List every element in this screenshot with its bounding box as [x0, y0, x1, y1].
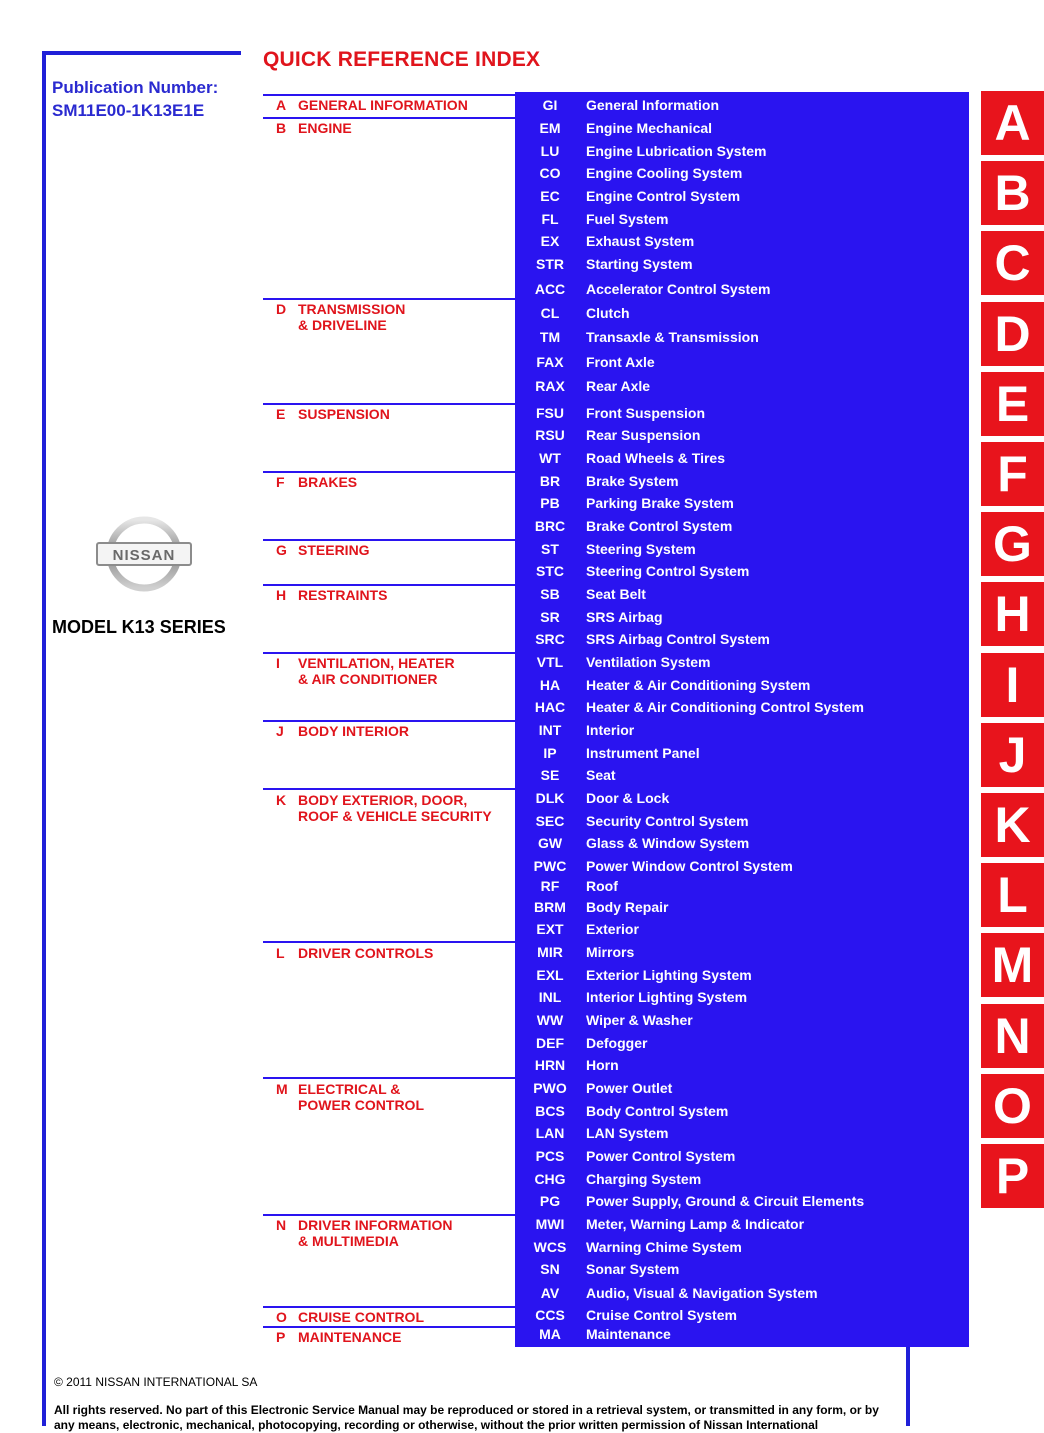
section-tab-c[interactable]: C	[981, 231, 1044, 295]
section-tab-l[interactable]: L	[981, 863, 1044, 927]
section-code[interactable]: B	[276, 120, 287, 136]
section-divider	[263, 788, 515, 790]
row-label[interactable]: Power Window Control System	[586, 858, 793, 874]
section-tab-g[interactable]: G	[981, 512, 1044, 576]
section-name[interactable]: SUSPENSION	[298, 406, 390, 422]
section-code[interactable]: F	[276, 474, 285, 490]
row-abbreviation[interactable]: PB	[540, 495, 560, 511]
row-label[interactable]: Body Control System	[586, 1103, 729, 1119]
nissan-logo	[95, 514, 193, 594]
row-abbreviation[interactable]: GW	[537, 835, 563, 851]
section-code[interactable]: L	[276, 945, 285, 961]
section-name[interactable]: ENGINE	[298, 120, 352, 136]
row-label[interactable]: Horn	[586, 1057, 619, 1073]
row-abbreviation[interactable]: EM	[539, 120, 561, 136]
row-abbreviation[interactable]: LAN	[535, 1125, 565, 1141]
section-name[interactable]: STEERING	[298, 542, 370, 558]
row-abbreviation[interactable]: TM	[539, 329, 561, 345]
row-abbreviation[interactable]: INL	[538, 989, 562, 1005]
row-abbreviation[interactable]: BR	[539, 473, 561, 489]
row-abbreviation[interactable]: INT	[538, 722, 562, 738]
row-label[interactable]: LAN System	[586, 1125, 669, 1141]
row-label[interactable]: Glass & Window System	[586, 835, 750, 851]
row-label[interactable]: Brake System	[586, 473, 679, 489]
section-divider	[263, 720, 515, 722]
section-divider	[263, 1214, 515, 1216]
row-abbreviation[interactable]: PWO	[533, 1080, 567, 1096]
row-label[interactable]: Meter, Warning Lamp & Indicator	[586, 1216, 805, 1232]
section-code[interactable]: N	[276, 1217, 287, 1233]
section-tab-p[interactable]: P	[981, 1144, 1044, 1208]
row-abbreviation[interactable]: DLK	[535, 790, 565, 806]
row-label[interactable]: Engine Mechanical	[586, 120, 713, 136]
section-divider	[263, 403, 515, 405]
section-name[interactable]: ELECTRICAL & POWER CONTROL	[298, 1081, 424, 1113]
section-divider	[263, 652, 515, 654]
row-label[interactable]: Interior	[586, 722, 635, 738]
row-label[interactable]: Engine Control System	[586, 188, 741, 204]
row-label[interactable]: Steering System	[586, 541, 696, 557]
row-label[interactable]: SRS Airbag	[586, 609, 663, 625]
row-abbreviation[interactable]: EXL	[536, 967, 564, 983]
section-name[interactable]: RESTRAINTS	[298, 587, 388, 603]
section-name[interactable]: BODY EXTERIOR, DOOR, ROOF & VEHICLE SECURITY	[298, 792, 492, 824]
section-code[interactable]: E	[276, 406, 286, 422]
row-label[interactable]: Sonar System	[586, 1261, 680, 1277]
row-abbreviation[interactable]: SRC	[535, 631, 565, 647]
section-tab-d[interactable]: D	[981, 302, 1044, 366]
row-abbreviation[interactable]: EXT	[536, 921, 564, 937]
section-code[interactable]: G	[276, 542, 287, 558]
row-label[interactable]: Instrument Panel	[586, 745, 700, 761]
row-abbreviation[interactable]: MIR	[537, 944, 563, 960]
section-tab-m[interactable]: M	[981, 933, 1044, 997]
row-abbreviation[interactable]: AV	[540, 1285, 560, 1301]
top-border-line	[42, 51, 241, 55]
row-label[interactable]: Engine Cooling System	[586, 165, 743, 181]
row-abbreviation[interactable]: SE	[540, 767, 560, 783]
row-label[interactable]: Power Outlet	[586, 1080, 673, 1096]
row-label[interactable]: Mirrors	[586, 944, 635, 960]
page-title: QUICK REFERENCE INDEX	[263, 48, 541, 71]
row-abbreviation[interactable]: ACC	[534, 281, 566, 297]
row-abbreviation[interactable]: WW	[536, 1012, 564, 1028]
row-abbreviation[interactable]: CO	[539, 165, 561, 181]
row-label[interactable]: Body Repair	[586, 899, 669, 915]
row-abbreviation[interactable]: VTL	[536, 654, 564, 670]
row-label[interactable]: Audio, Visual & Navigation System	[586, 1285, 818, 1301]
row-label[interactable]: Interior Lighting System	[586, 989, 748, 1005]
row-abbreviation[interactable]: BRC	[534, 518, 566, 534]
row-label[interactable]: Door & Lock	[586, 790, 670, 806]
section-divider	[263, 539, 515, 541]
row-abbreviation[interactable]: SEC	[535, 813, 565, 829]
section-code[interactable]: H	[276, 587, 287, 603]
row-abbreviation[interactable]: STR	[536, 256, 564, 272]
section-tab-e[interactable]: E	[981, 372, 1044, 436]
logo-wordmark: NISSAN	[112, 547, 176, 564]
section-tab-j[interactable]: J	[981, 723, 1044, 787]
row-label[interactable]: Rear Axle	[586, 378, 651, 394]
row-label[interactable]: Transaxle & Transmission	[586, 329, 759, 345]
row-abbreviation[interactable]: IP	[543, 745, 557, 761]
section-code[interactable]: A	[276, 97, 287, 113]
row-abbreviation[interactable]: FL	[541, 211, 559, 227]
row-label[interactable]: Rear Suspension	[586, 427, 701, 443]
row-label[interactable]: Parking Brake System	[586, 495, 734, 511]
section-code[interactable]: M	[276, 1081, 288, 1097]
row-label[interactable]: Clutch	[586, 305, 630, 321]
left-border-line	[42, 51, 46, 1426]
row-label[interactable]: Fuel System	[586, 211, 669, 227]
section-divider	[263, 1326, 515, 1328]
section-tab-f[interactable]: F	[981, 442, 1044, 506]
section-tab-o[interactable]: O	[981, 1074, 1044, 1138]
section-code[interactable]: I	[276, 655, 280, 671]
row-label[interactable]: Brake Control System	[586, 518, 733, 534]
row-label[interactable]: Charging System	[586, 1171, 702, 1187]
section-tab-i[interactable]: I	[981, 653, 1044, 717]
section-divider	[263, 471, 515, 473]
row-abbreviation[interactable]: BCS	[535, 1103, 565, 1119]
section-divider	[263, 1077, 515, 1079]
row-abbreviation[interactable]: FSU	[536, 405, 564, 421]
row-abbreviation[interactable]: MA	[539, 1326, 561, 1342]
row-label[interactable]: Exhaust System	[586, 233, 695, 249]
row-label[interactable]: Security Control System	[586, 813, 749, 829]
row-label[interactable]: Exterior Lighting System	[586, 967, 752, 983]
row-abbreviation[interactable]: CHG	[534, 1171, 566, 1187]
row-label[interactable]: Exterior	[586, 921, 639, 937]
row-label[interactable]: Heater & Air Conditioning System	[586, 677, 811, 693]
row-label[interactable]: Cruise Control System	[586, 1307, 737, 1323]
row-label[interactable]: Front Axle	[586, 354, 655, 370]
row-label[interactable]: Steering Control System	[586, 563, 750, 579]
section-name[interactable]: CRUISE CONTROL	[298, 1309, 424, 1325]
row-abbreviation[interactable]: SN	[540, 1261, 560, 1277]
row-abbreviation[interactable]: EC	[540, 188, 560, 204]
row-abbreviation[interactable]: EX	[540, 233, 560, 249]
section-code[interactable]: O	[276, 1309, 287, 1325]
row-abbreviation[interactable]: WT	[539, 450, 561, 466]
row-abbreviation[interactable]: MWI	[535, 1216, 565, 1232]
section-code[interactable]: K	[276, 792, 287, 808]
row-label[interactable]: Engine Lubrication System	[586, 143, 767, 159]
row-abbreviation[interactable]: ST	[541, 541, 559, 557]
row-abbreviation[interactable]: BRM	[534, 899, 566, 915]
section-tab-n[interactable]: N	[981, 1004, 1044, 1068]
section-name[interactable]: TRANSMISSION & DRIVELINE	[298, 301, 406, 333]
model-title: MODEL K13 SERIES	[52, 617, 226, 637]
section-divider	[263, 584, 515, 586]
row-label[interactable]: Heater & Air Conditioning Control System	[586, 699, 864, 715]
section-tab-h[interactable]: H	[981, 582, 1044, 646]
publication-number: SM11E00-1K13E1E	[52, 101, 205, 120]
section-name[interactable]: BRAKES	[298, 474, 358, 490]
footer-border-line	[906, 1347, 910, 1426]
rights-notice: All rights reserved. No part of this Electronic Service Manual may be reproduced or stored in a retrieval system, or transmitted in any form, or by any means, electronic, mechanical, photocopying, recording or otherwise, without the prior written permission of Nissan International	[54, 1403, 879, 1432]
row-abbreviation[interactable]: RF	[540, 878, 560, 894]
row-abbreviation[interactable]: PG	[539, 1193, 561, 1209]
section-name[interactable]: GENERAL INFORMATION	[298, 97, 468, 113]
section-divider	[263, 94, 515, 96]
section-name[interactable]: DRIVER INFORMATION & MULTIMEDIA	[298, 1217, 453, 1249]
row-abbreviation[interactable]: SB	[540, 586, 560, 602]
row-label[interactable]: Power Supply, Ground & Circuit Elements	[586, 1193, 865, 1209]
row-abbreviation[interactable]: CCS	[535, 1307, 565, 1323]
row-label[interactable]: Seat Belt	[586, 586, 646, 602]
copyright-notice: © 2011 NISSAN INTERNATIONAL SA	[54, 1375, 258, 1389]
row-abbreviation[interactable]: HA	[539, 677, 561, 693]
row-abbreviation[interactable]: HRN	[534, 1057, 566, 1073]
row-abbreviation[interactable]: PCS	[535, 1148, 565, 1164]
row-label[interactable]: Maintenance	[586, 1326, 671, 1342]
row-label[interactable]: Road Wheels & Tires	[586, 450, 726, 466]
row-abbreviation[interactable]: FAX	[536, 354, 564, 370]
section-name[interactable]: VENTILATION, HEATER & AIR CONDITIONER	[298, 655, 455, 687]
section-divider	[263, 298, 515, 300]
row-abbreviation[interactable]: LU	[540, 143, 560, 159]
row-label[interactable]: Roof	[586, 878, 618, 894]
row-abbreviation[interactable]: STC	[536, 563, 564, 579]
section-code[interactable]: J	[276, 723, 284, 739]
row-abbreviation[interactable]: CL	[540, 305, 560, 321]
section-tab-a[interactable]: A	[981, 91, 1044, 155]
row-label[interactable]: Starting System	[586, 256, 693, 272]
publication-label: Publication Number:	[52, 78, 219, 97]
section-divider	[263, 941, 515, 943]
row-label[interactable]: Wiper & Washer	[586, 1012, 693, 1028]
section-name[interactable]: MAINTENANCE	[298, 1329, 402, 1345]
row-abbreviation[interactable]: RSU	[535, 427, 565, 443]
row-label[interactable]: Accelerator Control System	[586, 281, 771, 297]
row-label[interactable]: Seat	[586, 767, 616, 783]
row-abbreviation[interactable]: SR	[540, 609, 560, 625]
row-abbreviation[interactable]: GI	[542, 97, 558, 113]
section-divider	[263, 1306, 515, 1308]
row-abbreviation[interactable]: HAC	[534, 699, 566, 715]
section-code[interactable]: D	[276, 301, 287, 317]
row-abbreviation[interactable]: WCS	[533, 1239, 567, 1255]
row-label[interactable]: Front Suspension	[586, 405, 705, 421]
section-divider	[263, 117, 515, 119]
section-code[interactable]: P	[276, 1329, 286, 1345]
row-label[interactable]: Defogger	[586, 1035, 648, 1051]
section-name[interactable]: BODY INTERIOR	[298, 723, 409, 739]
section-name[interactable]: DRIVER CONTROLS	[298, 945, 434, 961]
row-abbreviation[interactable]: DEF	[536, 1035, 564, 1051]
row-label[interactable]: SRS Airbag Control System	[586, 631, 770, 647]
row-label[interactable]: Power Control System	[586, 1148, 736, 1164]
row-label[interactable]: General Information	[586, 97, 720, 113]
row-abbreviation[interactable]: RAX	[535, 378, 565, 394]
row-label[interactable]: Warning Chime System	[586, 1239, 742, 1255]
section-tab-k[interactable]: K	[981, 793, 1044, 857]
row-label[interactable]: Ventilation System	[586, 654, 711, 670]
row-abbreviation[interactable]: PWC	[533, 858, 567, 874]
section-tab-b[interactable]: B	[981, 161, 1044, 225]
